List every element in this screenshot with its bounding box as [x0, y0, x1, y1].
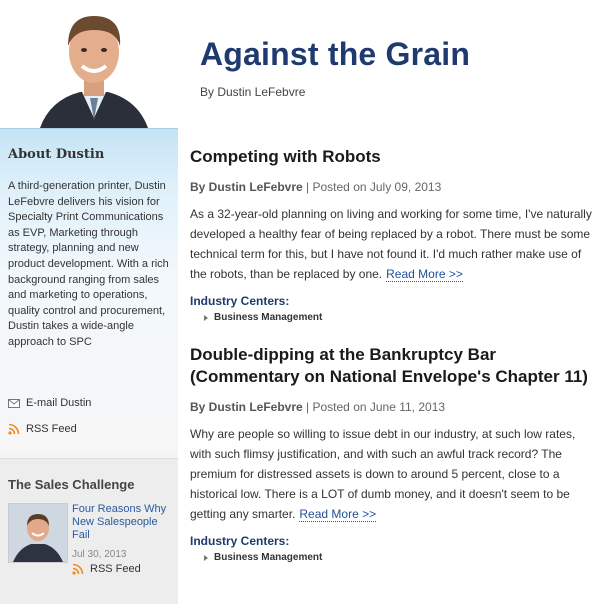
rss-feed-link[interactable] [8, 423, 77, 435]
rss-icon [8, 423, 20, 435]
sales-challenge-date: Jul 30, 2013 [72, 549, 127, 560]
post-excerpt [190, 204, 595, 284]
blog-header [0, 0, 600, 128]
rss-label: RSS Feed [26, 423, 77, 435]
about-title: About Dustin [8, 147, 105, 162]
post-title-link[interactable]: Competing with Robots [190, 147, 381, 166]
post-date: | Posted on July 09, 2013 [306, 180, 442, 194]
about-text: A third-generation printer, Dustin LeFebvre delivers his vision for Specialty Print Communications as EVP, Marketing through strategy, planning and new product development. With a rich background ranging from sales and marketing to operations, quality control and procurement, Dustin takes a wide-angle approach to SPC [8, 180, 169, 348]
rss-icon [72, 563, 84, 575]
post [190, 344, 595, 563]
post-date: | Posted on June 11, 2013 [306, 400, 446, 414]
post-meta [190, 180, 595, 194]
industry-centers-label: Industry Centers: [190, 294, 290, 308]
sidebar [0, 128, 178, 603]
email-label: E-mail Dustin [26, 397, 92, 409]
sales-challenge-rss-label: RSS Feed [90, 563, 141, 575]
post-title-link[interactable]: Double-dipping at the Bankruptcy Bar (Commentary on National Envelope's Chapter 11) [190, 345, 588, 386]
industry-centers-label: Industry Centers: [190, 534, 290, 548]
read-more-link[interactable]: Read More >> [299, 507, 377, 521]
sales-challenge-panel [0, 458, 178, 604]
post-excerpt [190, 424, 595, 524]
blog-byline: By Dustin LeFebvre [200, 85, 306, 99]
sales-challenge-rss-link[interactable] [72, 563, 141, 575]
email-link[interactable] [8, 397, 91, 409]
envelope-icon [8, 397, 20, 409]
post [190, 146, 595, 323]
blog-title: Against the Grain [200, 36, 471, 72]
industry-center-item[interactable] [204, 552, 595, 563]
sales-challenge-post-link[interactable]: Four Reasons Why New Salespeople Fail [72, 503, 167, 541]
industry-center-label: Business Management [214, 312, 323, 323]
post-meta [190, 400, 595, 414]
read-more-link[interactable]: Read More >> [386, 267, 463, 281]
author-photo [30, 0, 158, 128]
triangle-right-icon [204, 555, 208, 561]
sales-challenge-title: The Sales Challenge [8, 477, 135, 492]
about-panel [0, 128, 178, 451]
triangle-right-icon [204, 315, 208, 321]
sales-challenge-thumbnail[interactable] [8, 503, 68, 563]
post-author: By Dustin LeFebvre [190, 180, 303, 194]
post-excerpt-text: Why are people so willing to issue debt in our industry, at such low rates, with such flimsy justification, and with such an awful track record? The premium for distressed assets is down to around 5 percent, close to a historical low. There is a LOT of dumb money, and it doesn't seem to be getting any smarter. [190, 427, 576, 521]
post-excerpt-text: As a 32-year-old planning on living and working for some time, I've naturally developed a healthy fear of being replaced by a robot. There must be some technical term for this, but I have not found it. I'd much rather make use of the robots, than be replaced by one. [190, 207, 592, 281]
industry-center-item[interactable] [204, 312, 595, 323]
industry-center-label: Business Management [214, 552, 323, 563]
post-author: By Dustin LeFebvre [190, 400, 303, 414]
